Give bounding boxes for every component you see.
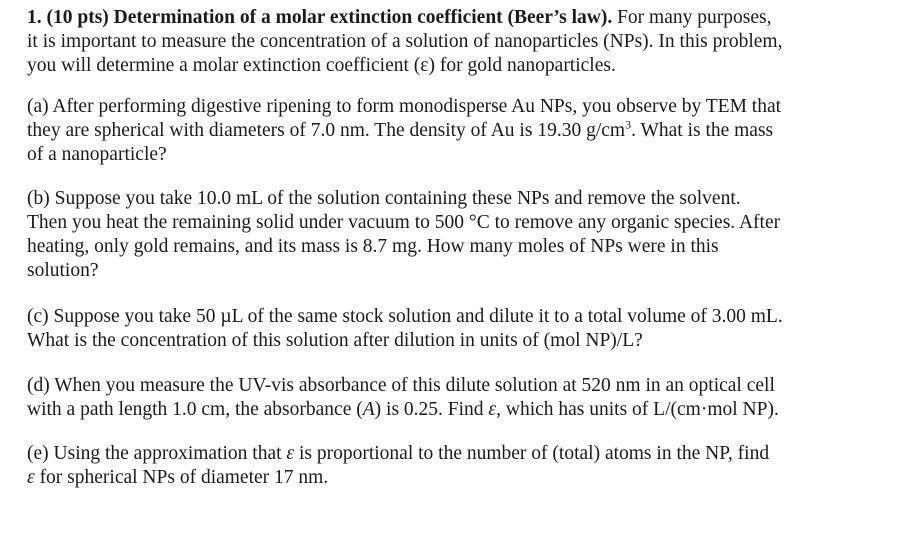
intro-line-1 (27, 6, 907, 30)
part-d-line-2-mid: ) is 0.25. Find (374, 399, 489, 420)
part-e-line-1-text: (e) Using the approximation that (27, 443, 287, 464)
part-d-line-2 (27, 398, 907, 422)
part-d-line-1: (d) When you measure the UV-vis absorbance of this dilute solution at 520 nm in an optical cell (27, 375, 775, 396)
part-a-line-2-text: they are spherical with diameters of 7.0 nm. The density of Au is 19.30 g/cm (27, 120, 626, 141)
part-c-line-1: (c) Suppose you take 50 µL of the same stock solution and dilute it to a total volume of 3.00 mL. (27, 306, 783, 327)
superscript-exponent: 3 (625, 117, 632, 132)
problem-document (27, 6, 907, 507)
part-b (27, 187, 907, 283)
part-b-line-4: solution? (27, 260, 99, 281)
part-a-line-2 (27, 119, 907, 143)
part-b-line-1: (b) Suppose you take 10.0 mL of the solution containing these NPs and remove the solvent. (27, 188, 741, 209)
part-e (27, 442, 907, 490)
intro-text-1: For many purposes, (617, 7, 772, 28)
part-a-line-1: (a) After performing digestive ripening to form monodisperse Au NPs, you observe by TEM that (27, 96, 782, 117)
epsilon-symbol: ε (488, 399, 497, 420)
part-a-line-3: of a nanoparticle? (27, 144, 167, 165)
part-b-line-3: heating, only gold remains, and its mass is 8.7 mg. How many moles of NPs were in this (27, 236, 719, 257)
part-b-line-2: Then you heat the remaining solid under vacuum to 500 °C to remove any organic species. After (27, 212, 781, 233)
part-c-line-2: What is the concentration of this solution after dilution in units of (mol NP)/L? (27, 330, 643, 351)
problem-intro (27, 6, 907, 78)
part-a-line-2-end: . What is the mass (631, 120, 774, 141)
absorbance-symbol: A (362, 399, 375, 420)
intro-line-2: it is important to measure the concentration of a solution of nanoparticles (NPs). In this problem, (27, 31, 783, 52)
intro-line-3: you will determine a molar extinction coefficient (ε) for gold nanoparticles. (27, 55, 616, 76)
part-e-line-1 (27, 442, 907, 466)
part-c (27, 305, 907, 353)
part-d-line-2-end: , which has units of L/(cm·mol NP). (496, 399, 779, 420)
epsilon-symbol: ε (286, 443, 295, 464)
epsilon-symbol: ε (27, 467, 35, 488)
part-e-line-1-end: is proportional to the number of (total) atoms in the NP, find (294, 443, 770, 464)
part-a (27, 95, 907, 167)
part-e-line-2-text: for spherical NPs of diameter 17 nm. (34, 467, 329, 488)
part-e-line-2 (27, 466, 907, 490)
part-d (27, 374, 907, 422)
part-d-line-2-text: with a path length 1.0 cm, the absorbance ( (27, 399, 363, 420)
problem-heading: 1. (10 pts) Determination of a molar extinction coefficient (Beer’s law). (27, 7, 613, 28)
